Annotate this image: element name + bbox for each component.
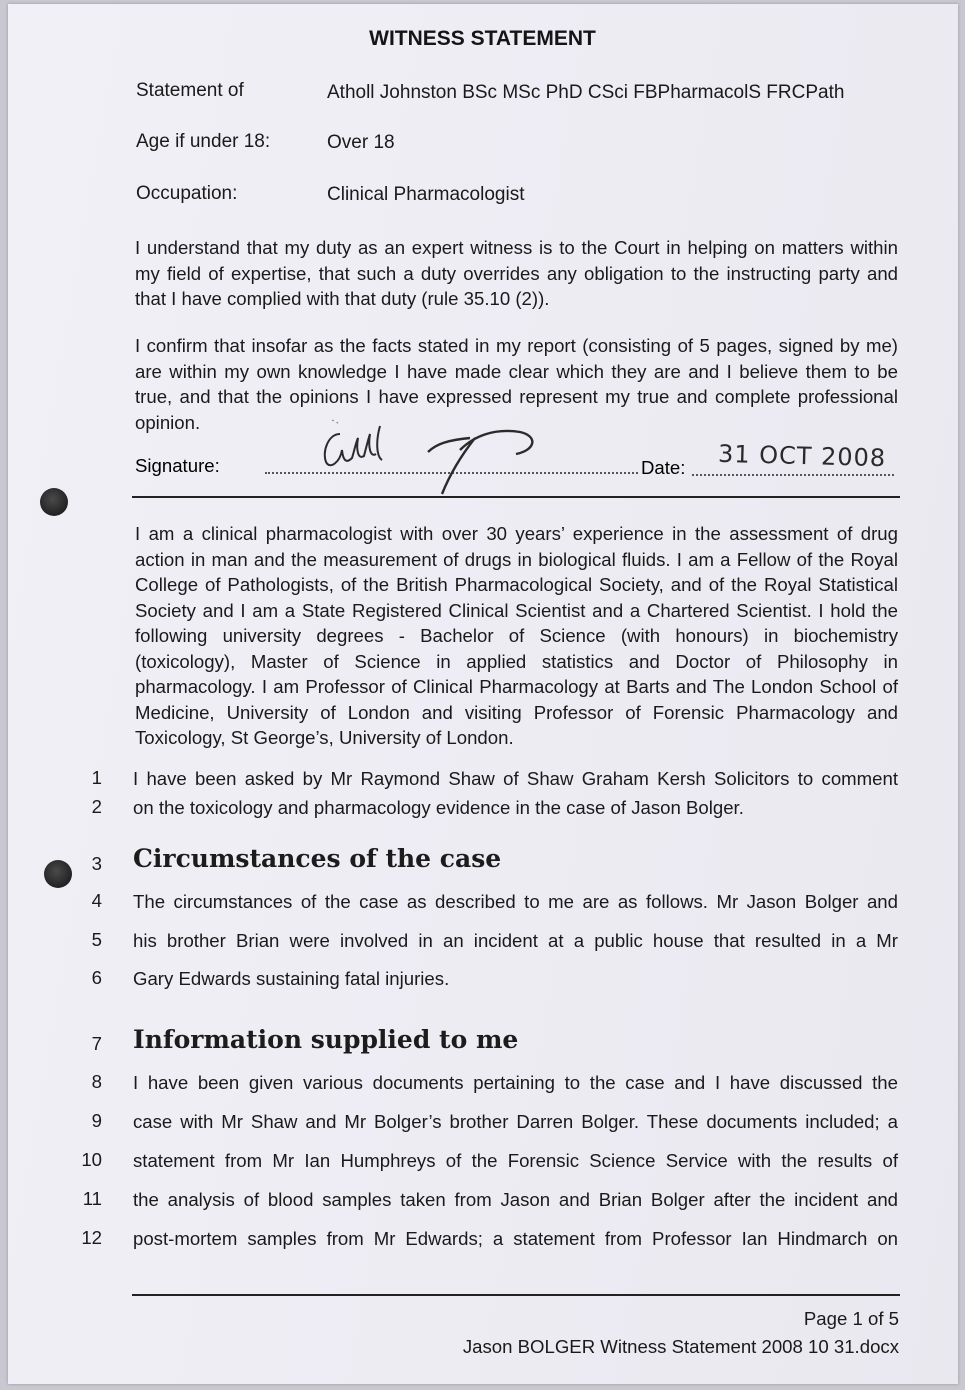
body-line: Gary Edwards sustaining fatal injuries. bbox=[133, 968, 450, 989]
line-number: 5 bbox=[91, 929, 102, 950]
line-number: 7 bbox=[91, 1033, 102, 1054]
body-line: The circumstances of the case as described to me are as follows. Mr Jason Bolger and bbox=[133, 891, 898, 912]
age-label: Age if under 18: bbox=[136, 131, 271, 152]
line-number: 12 bbox=[81, 1227, 102, 1248]
body-line: statement from Mr Ian Humphreys of the Forensic Science Service with the results of bbox=[133, 1150, 898, 1171]
date-dotted-line bbox=[692, 474, 894, 476]
statement-of-value: Atholl Johnston BSc MSc PhD CSci FBPharmacolS FRCPath bbox=[327, 82, 845, 103]
section-heading-information: Information supplied to me bbox=[133, 1025, 519, 1054]
date-label: Date: bbox=[641, 457, 686, 478]
bio-paragraph: I am a clinical pharmacologist with over 30 years’ experience in the assessment of drug action in man and the measurement of drugs in biological fluids. I am a Fellow of the Royal College of Pathologists, of the British Pharmacological Society, and of the Royal Statistical Society and I am a State Registered Clinical Scientist and a Chartered Scientist. I hold the following university degrees - Bachelor of Science (with honours) in biochemistry (toxicology), Master of Science in applied statistics and Doctor of Philosophy in pharmacology. I am Professor of Clinical Pharmacology at Barts and The London School of Medicine, University of London and visiting Professor of Forensic Pharmacology and Toxicology, St George’s, University of London. bbox=[135, 523, 898, 748]
signature-label: Signature: bbox=[135, 455, 220, 476]
line-number: 2 bbox=[91, 796, 102, 817]
occupation-label: Occupation: bbox=[136, 183, 238, 204]
footer-rule bbox=[132, 1294, 900, 1296]
body-line: the analysis of blood samples taken from Jason and Brian Bolger after the incident and bbox=[133, 1189, 898, 1210]
handwritten-date: 31 OCT 2008 bbox=[717, 439, 887, 473]
statement-of-label: Statement of bbox=[136, 80, 244, 101]
section-heading-circumstances: Circumstances of the case bbox=[133, 844, 502, 873]
line-number: 10 bbox=[81, 1149, 102, 1170]
line-number: 1 bbox=[91, 767, 102, 788]
line-number: 3 bbox=[91, 853, 102, 874]
body-line: post-mortem samples from Mr Edwards; a statement from Professor Ian Hindmarch on bbox=[133, 1228, 898, 1249]
page-number: Page 1 of 5 bbox=[803, 1308, 899, 1329]
line-number: 6 bbox=[91, 967, 102, 988]
body-line: I have been asked by Mr Raymond Shaw of Shaw Graham Kersh Solicitors to comment bbox=[133, 768, 898, 789]
line-number: 9 bbox=[91, 1110, 102, 1131]
occupation-value: Clinical Pharmacologist bbox=[327, 184, 525, 205]
punch-hole-top bbox=[40, 488, 68, 516]
declaration-paragraph-2: I confirm that insofar as the facts stated in my report (consisting of 5 pages, signed by me) are within my own knowledge I have made clear which they are and I believe them to be true, and that the opinions I have expressed represent my true and complete professional opinion. bbox=[135, 335, 898, 433]
document-title: WITNESS STATEMENT bbox=[369, 27, 596, 50]
body-line: on the toxicology and pharmacology evidence in the case of Jason Bolger. bbox=[133, 797, 744, 818]
signature-rule bbox=[132, 496, 900, 498]
line-number: 8 bbox=[91, 1071, 102, 1092]
age-value: Over 18 bbox=[327, 132, 395, 153]
footer-filename: Jason BOLGER Witness Statement 2008 10 31.docx bbox=[462, 1336, 899, 1357]
declaration-paragraph-1: I understand that my duty as an expert witness is to the Court in helping on matters within my field of expertise, that such a duty overrides any obligation to the instructing party and that I have complied with that duty (rule 35.10 (2)). bbox=[135, 237, 898, 309]
line-number: 4 bbox=[91, 890, 102, 911]
handwritten-signature bbox=[310, 412, 550, 507]
line-number: 11 bbox=[82, 1188, 102, 1209]
body-line: his brother Brian were involved in an incident at a public house that resulted in a Mr bbox=[133, 930, 898, 951]
body-line: I have been given various documents pertaining to the case and I have discussed the bbox=[133, 1072, 898, 1093]
body-line: case with Mr Shaw and Mr Bolger’s brother Darren Bolger. These documents included; a bbox=[133, 1111, 898, 1132]
